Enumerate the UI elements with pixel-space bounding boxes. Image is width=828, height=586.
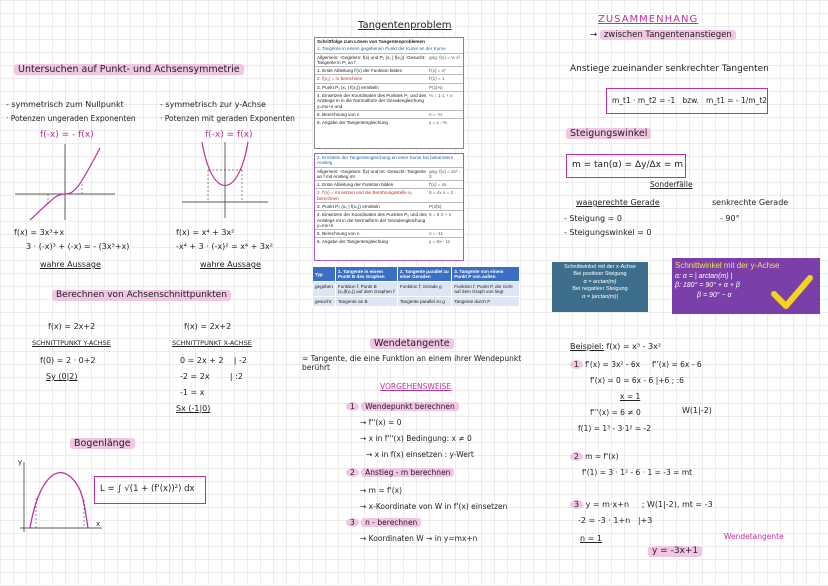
example-line-4: f'''(x) = 6 ≠ 0 bbox=[590, 408, 641, 417]
x-axis-angle-line-1: Bei positiver Steigung bbox=[573, 271, 627, 278]
table-row bbox=[315, 210, 463, 229]
example-result-label: Wendetangente bbox=[724, 532, 784, 541]
axis-example-2: -x⁴ + 3 · (-x)² = x⁴ + 3x² bbox=[176, 242, 273, 251]
step-2-title: Anstieg - m berechnen bbox=[361, 468, 454, 477]
special-cases-heading: Sonderfälle bbox=[650, 180, 693, 189]
types-cell: Funktion f; Gerade g bbox=[397, 282, 451, 297]
y-axis-angle-line-2: β: 180° = 90° + α + β bbox=[675, 282, 740, 290]
horizontal-line-heading: waagerechte Gerade bbox=[576, 198, 660, 207]
table-cell-step: Allgemein: -Gegeben: f(x) und P₁ (x₁ | f(x₁)) -Gesucht: Tangente in P₁ an f bbox=[317, 54, 426, 65]
point-symmetry-heading: - symmetrisch zum Nullpunkt bbox=[6, 100, 124, 109]
table-row bbox=[315, 66, 463, 74]
types-header: 1. Tangente in einem Punkt B des Graphen bbox=[335, 267, 397, 282]
step-1a: → f''(x) = 0 bbox=[360, 418, 402, 427]
table-cell-example: y = x - ⅔ bbox=[429, 120, 447, 126]
table-cell-example: P(1|⅓) bbox=[429, 84, 443, 90]
types-header: 3. Tangente von einem Punkt P von außen bbox=[452, 267, 520, 282]
table-cell-step: 4. Einsetzen der Koordinaten des Punktes P₁ und des Anstiegs m in die Normalform der Geradengleichung y=mx+n und bbox=[317, 92, 427, 109]
example-function: f(x) = x³ - 3x² bbox=[606, 342, 662, 351]
example-line-2: f'(x) = 0 = 6x - 6 |+6 ; :6 bbox=[590, 376, 684, 385]
table-cell-example: y = 8x - 11 bbox=[429, 239, 451, 245]
table-cell-step: 4. Einsetzen der Koordinaten des Punktes P₀ und des Anstiegs mt in die Normalform der Geradengleichung y=mx+n bbox=[317, 212, 427, 228]
types-cell: Funktion f; Punkt B (x₀|f(x₀)) auf dem Graphen f bbox=[335, 282, 397, 297]
cubic-graph bbox=[10, 142, 120, 222]
horizontal-slope: - Steigung = 0 bbox=[564, 214, 622, 223]
step-1b: → x in f'''(x) Bedingung: x ≠ 0 bbox=[360, 434, 472, 443]
arrow-right-icon: → bbox=[590, 30, 600, 40]
example-step-1-number: 1 bbox=[570, 360, 583, 369]
zusammenhang-title: ZUSAMMENHANG bbox=[598, 14, 699, 25]
types-cell: Tangente parallel zu g bbox=[397, 297, 451, 307]
table1-subtitle: 1. Tangente in einem gegebenen Punkt der Kurve an der Kurve bbox=[317, 46, 446, 52]
table-row bbox=[315, 167, 463, 181]
x-axis-angle-box bbox=[552, 262, 648, 312]
table-cell-example: 8 = 4x x = 2 bbox=[429, 190, 454, 196]
types-cell: Funktion f; Punkt P, der nicht auf dem Graph von liegt bbox=[452, 282, 520, 297]
table-cell-example: f'(x) = x² bbox=[429, 68, 446, 74]
axis-symmetry-formula: f(-x) = f(x) bbox=[205, 130, 253, 140]
example-slope-1: m = f'(x) bbox=[585, 452, 619, 461]
step-2-number: 2 bbox=[346, 468, 359, 477]
tangent-steps-table-2 bbox=[314, 153, 464, 261]
axis-example-result: wahre Aussage bbox=[200, 260, 261, 269]
axis-example-1: f(x) = x⁴ + 3x² bbox=[176, 228, 235, 237]
types-row bbox=[313, 282, 520, 297]
table-row bbox=[315, 74, 463, 82]
axis-symmetry-sub: · Potenzen mit geraden Exponenten bbox=[160, 114, 295, 123]
x-intercept-step-3: -1 = x bbox=[180, 388, 205, 397]
perpendicular-heading: Anstiege zueinander senkrechter Tangenten bbox=[570, 64, 769, 74]
table-cell-step: 3. Punkt P₀ (x₀ | f(x₀)) ermitteln bbox=[317, 203, 380, 209]
arc-axis-y-label: y bbox=[18, 458, 23, 466]
example-tangent-2: -2 = -3 · 1+n |+3 bbox=[578, 516, 653, 525]
table-row bbox=[315, 91, 463, 110]
example-slope-2: f'(1) = 3 · 1² - 6 · 1 = -3 = mt bbox=[582, 468, 693, 477]
even-graph bbox=[180, 140, 270, 220]
step-1c: → x in f(x) einsetzen : y-Wert bbox=[366, 450, 474, 459]
y-intercept-calc: f(0) = 2 · 0+2 bbox=[40, 356, 96, 365]
table-cell-example: 5 = 8·2 + n bbox=[429, 212, 452, 218]
symmetry-title: Untersuchen auf Punkt- und Achsensymmetrie bbox=[14, 64, 244, 75]
x-intercept-step-2: -2 = 2x | :2 bbox=[180, 372, 243, 381]
types-cell: gesucht bbox=[313, 297, 336, 307]
arc-length-graph bbox=[14, 460, 104, 535]
arc-length-title: Bogenlänge bbox=[70, 438, 135, 449]
example-line-3: x = 1 bbox=[620, 392, 641, 401]
table-cell-step: 6. Angabe der Tangentengleichung bbox=[317, 120, 388, 126]
point-symmetry-sub: · Potenzen ungeraden Exponenten bbox=[6, 114, 136, 123]
y-intercept-label: SCHNITTPUNKT Y-ACHSE bbox=[32, 339, 111, 347]
example-heading: Beispiel: bbox=[570, 342, 604, 351]
table-cell-step: 5. Berechnung von n bbox=[317, 111, 360, 117]
wendetangente-title: Wendetangente bbox=[370, 338, 454, 349]
table-cell-step: 3. Punkt P₁ (x₁ | f(x₁)) ermitteln bbox=[317, 84, 379, 90]
example-line-5: f(1) = 1³ - 3·1² = -2 bbox=[578, 424, 652, 433]
vertical-line-heading: senkrechte Gerade bbox=[712, 198, 789, 207]
table-cell-step: Allgemein: -Gegeben: f(x) und mt -Gesucht: Tangente an f mit Anstieg mt bbox=[317, 168, 426, 179]
y-axis-angle-line-1: α: α = | arctan(m) | bbox=[675, 272, 733, 280]
example-line-1: f'(x) = 3x² - 6x f''(x) = 6x - 6 bbox=[585, 360, 702, 369]
wendetangente-definition: = Tangente, die eine Funktion an einem ihrer Wendepunkt berührt bbox=[302, 354, 522, 372]
tangent-types-table bbox=[312, 266, 520, 307]
slope-angle-formula: m = tan(α) = Δy/Δx = m bbox=[572, 160, 684, 170]
step-1-number: 1 bbox=[346, 402, 359, 411]
step-2a: → m = f'(x) bbox=[360, 486, 403, 495]
x-intercept-step-1: 0 = 2x + 2 | -2 bbox=[180, 356, 247, 365]
intercepts-title: Berechnen von Achsenschnittpunkten bbox=[52, 290, 231, 301]
perpendicular-formula: m_t1 · m_t2 = -1 bzw. m_t1 = - 1/m_t2 bbox=[612, 96, 768, 105]
example-result: y = -3x+1 bbox=[648, 546, 702, 557]
x-axis-angle-title: Schnittwinkel mit der x-Achse bbox=[564, 264, 636, 270]
table-row bbox=[315, 237, 463, 245]
table-row bbox=[315, 110, 463, 118]
table-cell-step: 1. Erste Ableitung f'(x) der Funktion bilden bbox=[317, 68, 403, 74]
step-3-title: n - berechnen bbox=[361, 518, 421, 527]
y-intercept-function: f(x) = 2x+2 bbox=[48, 322, 96, 331]
point-symmetry-formula: f(-x) = - f(x) bbox=[40, 130, 94, 140]
table-row bbox=[315, 202, 463, 210]
point-example-1: f(x) = 3x³+x bbox=[14, 228, 65, 237]
vertical-angle: - 90° bbox=[720, 214, 740, 223]
procedure-heading: VORGEHENSWEISE bbox=[380, 382, 452, 391]
table-row bbox=[315, 83, 463, 91]
table-row bbox=[315, 118, 463, 126]
step-3a: → Koordinaten W → in y=mx+n bbox=[360, 534, 478, 543]
table-cell-example: geg: f(x) = ⅓ x³ bbox=[429, 54, 461, 60]
table-cell-example: n = -11 bbox=[429, 231, 444, 237]
x-axis-angle-line-3: Bei negativer Steigung bbox=[572, 286, 628, 293]
table-row bbox=[315, 53, 463, 67]
table-cell-example: geg: f(x) = 2x² - 3 bbox=[429, 168, 461, 179]
axis-symmetry-heading: - symmetrisch zur y-Achse bbox=[160, 100, 266, 109]
table-cell-example: f'(x) = 4x bbox=[429, 182, 447, 188]
zusammenhang-subtitle: zwischen Tangentenanstiegen bbox=[600, 30, 736, 40]
step-2b: → x-Koordinate von W in f'(x) einsetzen bbox=[360, 502, 508, 511]
types-header: 2. Tangente parallel zu einer Geraden bbox=[397, 267, 451, 282]
table-cell-step: 5. Berechnung von n bbox=[317, 231, 360, 237]
types-cell: gegeben bbox=[313, 282, 336, 297]
point-example-2: 3 · (-x)³ + (-x) = - (3x³+x) bbox=[26, 242, 130, 251]
step-3-number: 3 bbox=[346, 518, 359, 527]
example-tangent-1: y = m·x+n ; W(1|-2), mt = -3 bbox=[585, 500, 713, 509]
x-intercept-label: SCHNITTPUNKT X-ACHSE bbox=[172, 339, 252, 347]
tangent-problem-title: Tangentenproblem bbox=[358, 20, 452, 31]
step-1-title: Wendepunkt berechnen bbox=[361, 402, 459, 411]
tangent-steps-table-1 bbox=[314, 37, 464, 149]
arc-axis-x-label: x bbox=[96, 520, 101, 528]
checkmark-icon bbox=[772, 276, 812, 310]
slope-angle-heading: Steigungswinkel bbox=[566, 128, 651, 139]
example-step-3-number: 3 bbox=[570, 500, 583, 509]
types-header: Typ bbox=[313, 267, 336, 282]
y-axis-angle-title: Schnittwinkel mit der y-Achse bbox=[675, 261, 780, 270]
y-intercept-result: Sy (0|2) bbox=[46, 372, 78, 381]
x-axis-angle-line-2: α = arctan(m) bbox=[583, 278, 617, 285]
table-cell-step: 2. f(x₁) = m berechnen bbox=[317, 76, 363, 82]
types-cell: Tangente durch P bbox=[452, 297, 520, 307]
x-intercept-function: f(x) = 2x+2 bbox=[184, 322, 232, 331]
table-cell-step: 2. f'(x) = mt setzen und die Berührungsstelle x₀ berechnen bbox=[317, 190, 413, 201]
table-cell-example: ⅓ = 1·1 + n bbox=[429, 92, 453, 98]
table-cell-example: f'(1) = 1 bbox=[429, 76, 445, 82]
x-axis-angle-line-4: α = |arctan(m)| bbox=[582, 293, 618, 300]
arc-length-formula: L = ∫ √(1 + (f'(x))²) dx bbox=[100, 484, 195, 494]
types-row bbox=[313, 297, 520, 307]
table-row bbox=[315, 188, 463, 202]
types-cell: Tangente an B bbox=[335, 297, 397, 307]
table-row bbox=[315, 180, 463, 188]
table2-title: 2. Ermitteln der Tangentengleichung an einer Kurve bei bekanntem Anstieg bbox=[317, 155, 454, 166]
inflection-point: W(1|-2) bbox=[682, 406, 712, 415]
point-example-result: wahre Aussage bbox=[40, 260, 101, 269]
x-intercept-result: Sx (-1|0) bbox=[176, 404, 211, 413]
example-tangent-3: n = 1 bbox=[580, 534, 602, 543]
table-row bbox=[315, 229, 463, 237]
example-step-2-number: 2 bbox=[570, 452, 583, 461]
table-cell-step: 1. Erste Ableitung der Funktion bilden bbox=[317, 182, 394, 188]
table-cell-example: n = -⅔ bbox=[429, 111, 443, 117]
table-cell-step: 6. Angabe der Tangentengleichung bbox=[317, 239, 388, 245]
y-axis-angle-line-3: β = 90° − α bbox=[697, 291, 732, 299]
table1-title: Schrittfolge zum Lösen von Tangentenproblemen bbox=[317, 39, 425, 44]
table-cell-example: P(2|5) bbox=[429, 203, 442, 209]
horizontal-angle: - Steigungswinkel = 0 bbox=[564, 228, 652, 237]
